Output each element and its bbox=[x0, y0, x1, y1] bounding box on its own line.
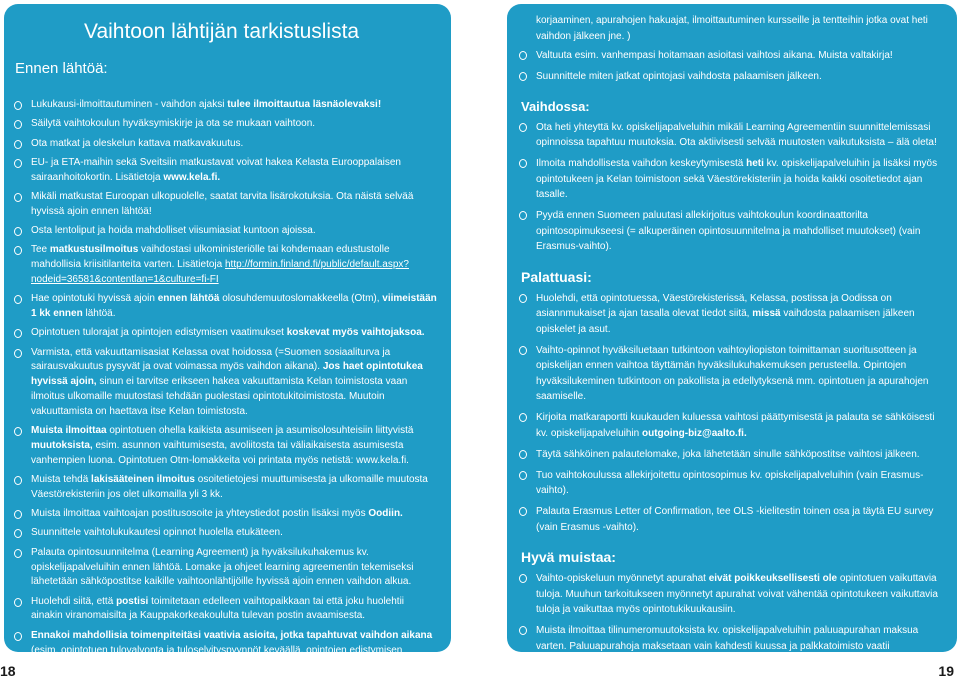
item-text: lähtöä. bbox=[82, 308, 116, 320]
link-text[interactable]: http://formin.finland.fi/public/default.aspx?nodeid=36581&contentlan=1&culture=fi-FI bbox=[31, 259, 409, 285]
list-item bbox=[14, 292, 437, 322]
circle-outline-icon bbox=[14, 329, 22, 338]
checklist-before-departure bbox=[14, 98, 437, 673]
item-text: Vaihto-opinnot hyväksiluetaan tutkintoon vaihtoyliopiston toimittaman suoritusotteen ja opiskelijan ennen vaihtoa täyttämän hyväksilukuhakemuksen perusteella. Opintojen hyväksilukeminen tutkintoon on pakollista ja edellytyksenä mm. opintotuen ja apurahojen saamiselle. bbox=[536, 344, 929, 402]
item-text: (esim. opintotuen tulovalvonta ja tuloselvityspyynnöt keväällä, opintojen edistymisen seurannan selvityspyynnöt alkusyksystä, veroilmoitusten jättäminen/ bbox=[31, 644, 403, 671]
item-text: Palauta Erasmus Letter of Confirmation, tee OLS -kielitestin toinen osa ja täytä EU survey (vain Erasmus -vaihto). bbox=[536, 506, 934, 533]
list-item bbox=[519, 343, 941, 405]
list-item bbox=[519, 291, 941, 338]
item-text: postisi bbox=[116, 595, 149, 607]
item-text: kv. opiskelijapalveluihin ja lisäksi myös opintotukeen ja Kelan toimistoon sekä Väestörekisteriin ja hoida kaikki osoitetiedot ajan tasalle. bbox=[536, 158, 938, 200]
list-item bbox=[519, 447, 941, 463]
list-item bbox=[14, 595, 437, 625]
page-number-left: 18 bbox=[0, 663, 16, 679]
list-item bbox=[14, 190, 437, 220]
page-title: Vaihtoon lähtijän tarkistuslista bbox=[84, 20, 360, 43]
list-item bbox=[519, 410, 941, 441]
list-item bbox=[519, 504, 941, 535]
item-text: vaihdosta palaamisen jälkeen opiskelet ja asut. bbox=[536, 308, 915, 335]
item-text: Suunnittele miten jatkat opintojasi vaihdosta palaamisen jälkeen. bbox=[536, 71, 822, 82]
circle-outline-icon bbox=[14, 246, 22, 255]
circle-outline-icon bbox=[14, 101, 22, 110]
circle-outline-icon bbox=[14, 598, 22, 607]
item-text: outgoing-biz@aalto.fi. bbox=[641, 427, 747, 439]
item-text: Jos haet opintotukea hyvissä ajoin, bbox=[31, 361, 423, 388]
circle-outline-icon bbox=[519, 574, 527, 583]
item-text: Hae opintotuki hyvissä ajoin bbox=[31, 293, 158, 305]
item-text: esim. asunnon vaihtumisesta, avoliitosta tai väliaikaisesta asumisesta vanhempien luona. Opintotuen Otm-lomakkeita voi printata myös netistä: www.kela.fi. bbox=[31, 439, 409, 466]
section-heading-after-return: Palattuasi: bbox=[521, 268, 592, 285]
item-text: opintotuen ohella kaikista asumiseen ja asumisolosuhteisiin liittyvistä bbox=[106, 425, 414, 437]
circle-outline-icon bbox=[14, 140, 22, 149]
list-item bbox=[14, 137, 437, 152]
list-item bbox=[519, 69, 941, 85]
item-text: vaihdostasi ulkoministeriölle tai kohdemaan edustustolle mahdollisia kriisitilanteita varten. Lisätietoja bbox=[31, 244, 390, 271]
circle-outline-icon bbox=[519, 294, 527, 303]
item-text: ennen lähtöä bbox=[157, 293, 220, 305]
item-text: Tuo vaihtokoulussa allekirjoitettu opintosopimus kv. opiskelijapalveluihin (vain Erasmus-vaihto). bbox=[536, 469, 924, 496]
item-text: matkustusilmoitus bbox=[49, 244, 139, 256]
circle-outline-icon bbox=[14, 349, 22, 358]
item-text: Opintotuen tulorajat ja opintojen edistymisen vaatimukset bbox=[31, 327, 287, 339]
circle-outline-icon bbox=[519, 123, 527, 132]
item-text: Lukukausi-ilmoittautuminen - vaihdon ajaksi bbox=[31, 99, 228, 110]
circle-outline-icon bbox=[519, 507, 527, 516]
circle-outline-icon bbox=[14, 549, 22, 558]
list-item bbox=[519, 571, 941, 618]
circle-outline-icon bbox=[14, 476, 22, 485]
circle-outline-icon bbox=[519, 211, 527, 220]
circle-outline-icon bbox=[14, 510, 22, 519]
list-item bbox=[14, 98, 437, 113]
circle-outline-icon bbox=[519, 471, 527, 480]
circle-outline-icon bbox=[519, 346, 527, 355]
list-item bbox=[14, 424, 437, 468]
item-text: lakisääteinen ilmoitus bbox=[91, 474, 195, 486]
item-text: Muista ilmoittaa bbox=[31, 425, 107, 437]
item-text: missä bbox=[752, 308, 781, 319]
item-text: Muista ilmoittaa tilinumeromuutoksista kv. opiskelijapalveluihin paluuapurahan maksua varten. Paluuapurahoja maksetaan vain kahdesti kuussa ja palkkatoimisto vaatii maksutiedot jo kaksi viikkoa ennen todellista maksupäivää - näin ollen välittömästi suorittamisesta paluuapurahan maksuun voi mennä yli kuukausi. bbox=[536, 625, 919, 683]
list-item bbox=[14, 326, 437, 341]
item-text: Valtuuta esim. vanhempasi hoitamaan asioitasi vaihtosi aikana. Muista valtakirja! bbox=[536, 50, 893, 61]
checklist-during-exchange bbox=[519, 120, 941, 255]
list-item bbox=[519, 120, 941, 151]
circle-outline-icon bbox=[14, 529, 22, 538]
list-item bbox=[14, 156, 437, 186]
list-item bbox=[519, 208, 941, 255]
circle-outline-icon bbox=[519, 51, 527, 60]
circle-outline-icon bbox=[519, 72, 527, 81]
item-text: Palauta opintosuunnitelma (Learning Agreement) ja hyväksilukuhakemus kv. opiskelijapalveluihin ennen lähtöä. Lomake ja ohjeet learning agreementin tekemiseksi lähetetään sähköpostitse kaikille vaihtoonlähtijöille hyvissä ajoin ennen vaihdon alkua. bbox=[31, 546, 414, 588]
item-text: Oodiin. bbox=[368, 508, 403, 520]
item-text: www.kela.fi. bbox=[163, 171, 221, 183]
circle-outline-icon bbox=[519, 159, 527, 168]
item-text: Tee bbox=[31, 244, 50, 256]
checklist-good-to-know bbox=[519, 571, 941, 685]
item-text: Ennakoi mahdollisia toimenpiteitäsi vaativia asioita, jotka tapahtuvat vaihdon aikana bbox=[31, 629, 433, 641]
item-text: Täytä sähköinen palautelomake, joka lähetetään sinulle sähköpostitse vaihtosi jälkeen. bbox=[536, 448, 920, 460]
item-text: Muista ilmoittaa vaihtoajan postitusosoite ja yhteystiedot postin lisäksi myös bbox=[31, 508, 369, 520]
item-text: Mikäli matkustat Euroopan ulkopuolelle, saatat tarvita lisärokotuksia. Ota näistä selvää hyvissä ajoin ennen lähtöä! bbox=[31, 190, 414, 217]
item-text: olosuhdemuutoslomakkeella (Otm), bbox=[219, 293, 383, 305]
list-item bbox=[519, 468, 941, 499]
checklist-after-return bbox=[519, 291, 941, 536]
item-text: viimeistään 1 kk ennen bbox=[31, 293, 437, 320]
circle-outline-icon bbox=[14, 227, 22, 236]
item-text: Kirjoita matkaraportti kuukauden kuluessa vaihtosi päättymisestä ja palauta se sähköisesti kv. opiskelijapalveluihin bbox=[536, 412, 935, 439]
item-text: Ota heti yhteyttä kv. opiskelijapalveluihin mikäli Learning Agreementiin suunnittelemissasi opinnoissa tapahtuu muutoksia. Ota aktiivisesti selvää muutosten vaikutuksista – älä oleta! bbox=[536, 121, 937, 148]
item-text: tulee ilmoittautua läsnäolevaksi! bbox=[227, 99, 382, 110]
item-text: opintotuen vaikuttavia tuloja. Muuhun tarkoitukseen myönnetyt apurahat voivat vähentää opintotukeen vaikuttavia tuloja ja vaikuttaa myös opintotukikuukausiin. bbox=[536, 573, 938, 615]
item-text: Huolehdi, että opintotuessa, Väestörekisterissä, Kelassa, postissa ja Oodissa on asiannmukaiset ja ajan tasalla olevat tiedot siitä, bbox=[536, 292, 892, 319]
circle-outline-icon bbox=[14, 632, 22, 641]
circle-outline-icon bbox=[14, 159, 22, 168]
list-item bbox=[14, 243, 437, 287]
list-item bbox=[14, 546, 437, 590]
list-item bbox=[14, 224, 437, 239]
circle-outline-icon bbox=[14, 427, 22, 436]
list-item bbox=[519, 48, 941, 64]
item-text: Säilytä vaihtokoulun hyväksymiskirje ja ota se mukaan vaihtoon. bbox=[31, 118, 316, 130]
item-text: Huolehdi siitä, että bbox=[31, 595, 117, 607]
item-text: koskevat myös vaihtojaksoa. bbox=[286, 327, 425, 339]
section-heading-good-to-know: Hyvä muistaa: bbox=[521, 549, 616, 565]
list-item bbox=[14, 629, 437, 673]
item-text: toimitetaan edelleen vaihtopaikkaan tai että joku huolehtii ainakin viranomaisilta ja Kauppakorkeakoululta tulevan postin avaamisesta. bbox=[31, 595, 405, 622]
item-text: Suunnittele vaihtolukukautesi opinnot huolella etukäteen. bbox=[31, 527, 283, 539]
item-text: muutoksista, bbox=[31, 439, 93, 451]
list-item bbox=[14, 507, 437, 522]
circle-outline-icon bbox=[519, 413, 527, 422]
item-text: Ota matkat ja oleskelun kattava matkavakuutus. bbox=[31, 137, 244, 149]
list-item bbox=[519, 156, 941, 203]
list-item bbox=[14, 473, 437, 503]
item-text: Pyydä ennen Suomeen paluutasi allekirjoitus vaihtokoulun koordinaattorilta opintosopimukseesi (= alkuperäinen opintosuunnitelma ja mahdolliset muutokset) (vain Erasmus-vaihto). bbox=[536, 210, 921, 252]
item-text: Varmista, että vakuuttamisasiat Kelassa ovat hoidossa (=Suomen sosiaaliturva ja sairausvakuutus pysyvät ja ovat voimassa myös vaihdon aikana). bbox=[31, 346, 391, 373]
left-page-panel bbox=[4, 4, 451, 671]
item-text: Osta lentoliput ja hoida mahdolliset viisumiasiat kuntoon ajoissa. bbox=[31, 225, 316, 237]
circle-outline-icon bbox=[14, 193, 22, 202]
item-text: sinun ei tarvitse erikseen hakea vakuuttamista Kelan toimistosta vaan ilmoitus ulkomaille muutostasi tehdään puolestasi opintotukitoimistosta. Muutoin vakuuttamista on haettava itse Kelan toimistosta. bbox=[31, 376, 408, 417]
list-item bbox=[14, 346, 437, 420]
item-text: Ilmoita mahdollisesta vaihdon keskeytymisestä bbox=[536, 158, 747, 169]
list-item bbox=[519, 623, 941, 685]
continued-text: korjaaminen, apurahojen hakuajat, ilmoittautuminen kursseille ja tentteihin jotka ovat heti vaihdon jälkeen jne. ) bbox=[536, 15, 928, 42]
item-text: eivät poikkeuksellisesti ole bbox=[708, 573, 838, 584]
section-heading-before-departure: Ennen lähtöä: bbox=[15, 60, 108, 77]
checklist-before-departure-continued bbox=[519, 48, 941, 85]
item-text: heti bbox=[746, 158, 764, 169]
circle-outline-icon bbox=[14, 295, 22, 304]
item-text: Vaihto-opiskeluun myönnetyt apurahat bbox=[536, 573, 709, 584]
page-number-right: 19 bbox=[938, 663, 954, 679]
item-text: Muista tehdä bbox=[31, 474, 92, 486]
list-item bbox=[14, 526, 437, 541]
list-item bbox=[14, 117, 437, 132]
circle-outline-icon bbox=[519, 626, 527, 635]
section-heading-during-exchange: Vaihdossa: bbox=[521, 98, 590, 114]
circle-outline-icon bbox=[14, 120, 22, 129]
item-text: osoitetietojesi muuttumisesta ja ulkomaille muutosta Väestörekisteriin jos olet ulkomailla yli 3 kk. bbox=[31, 474, 428, 500]
circle-outline-icon bbox=[519, 450, 527, 459]
item-text: EU- ja ETA-maihin sekä Sveitsiin matkustavat voivat hakea Kelasta Eurooppalaisen sairaanhoitokortin. Lisätietoja bbox=[31, 156, 401, 183]
